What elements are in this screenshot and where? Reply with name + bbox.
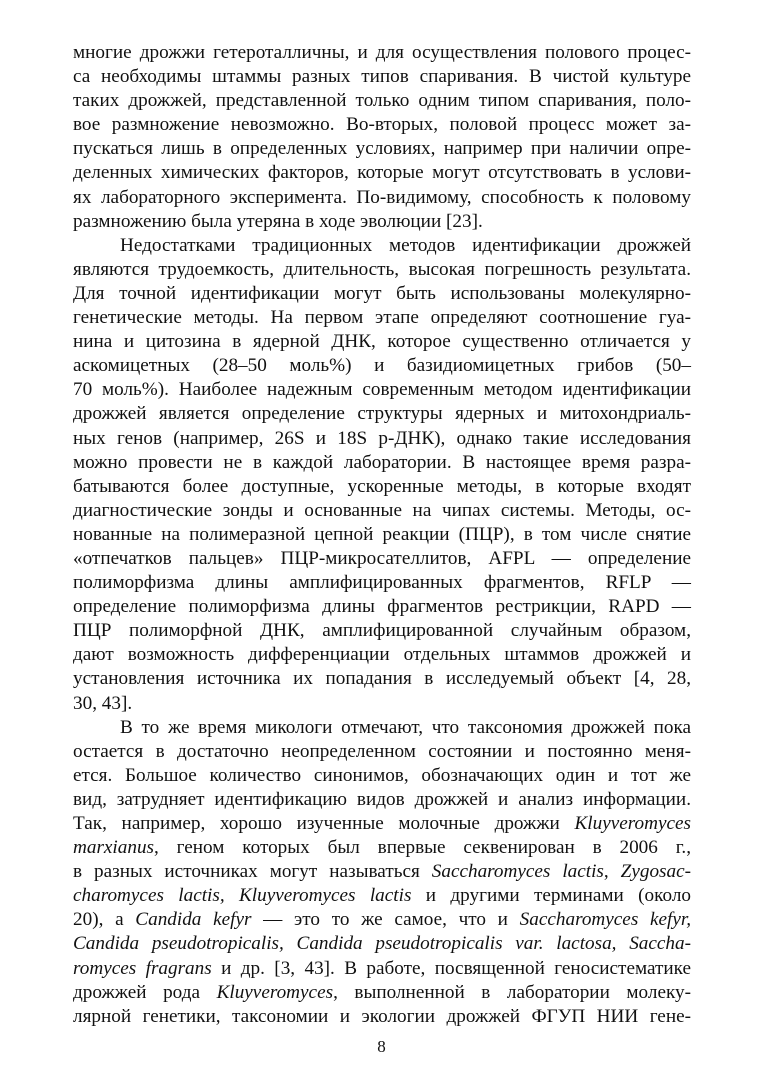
text-run: са необходимы штаммы разных типов спаривания. В чистой культуре	[73, 66, 691, 88]
text-line	[73, 41, 691, 65]
text-run: в разных источниках могут называться	[73, 861, 432, 883]
text-run: 70 моль%). Наиболее надежным современным методом идентификации	[73, 379, 691, 401]
text-run: — это то же самое, что и	[251, 909, 520, 931]
text-line	[73, 210, 691, 234]
text-run: Недостатками традиционных методов идентификации дрожжей	[120, 234, 691, 256]
text-line	[73, 740, 691, 764]
text-line	[73, 812, 691, 836]
text-run: дрожжей является определение структуры ядерных и митохондриаль-	[73, 403, 691, 425]
text-run: ется. Большое количество синонимов, обозначающих один и тот же	[73, 764, 691, 786]
text-run: полиморфизма длины амплифицированных фрагментов, RFLP —	[73, 572, 691, 594]
text-run: В то же время микологи отмечают, что таксономия дрожжей пока	[120, 716, 691, 738]
text-line	[73, 836, 691, 860]
text-run: вид, затрудняет идентификацию видов дрожжей и анализ информации.	[73, 788, 691, 810]
text-line	[73, 89, 691, 113]
text-run: многие дрожжи гетероталличны, и для осуществления полового процес-	[73, 42, 691, 63]
text-run: и другими терминами (около	[411, 885, 691, 907]
text-line	[73, 137, 691, 161]
text-line	[73, 186, 691, 210]
text-line	[73, 764, 691, 788]
page-body	[73, 41, 691, 1029]
text-line	[73, 161, 691, 185]
text-line	[73, 65, 691, 89]
text-run: «отпечатков пальцев» ПЦР-микросателлитов, AFPL — определение	[73, 547, 691, 569]
text-run: деленных химических факторов, которые могут отсутствовать в услови-	[73, 162, 691, 184]
text-run: Для точной идентификации могут быть использованы молекулярно-	[73, 282, 691, 304]
text-run: генетические методы. На первом этапе определяют соотношение гуа-	[73, 307, 691, 329]
text-run: нованные на полимеразной цепной реакции (ПЦР), в том числе снятие	[73, 523, 691, 545]
text-line	[73, 595, 691, 619]
text-line	[73, 932, 691, 956]
text-line	[73, 402, 691, 426]
text-run: пускаться лишь в определенных условиях, например при наличии опре-	[73, 138, 691, 160]
text-line	[73, 908, 691, 932]
italic-term: romyces fragrans	[73, 957, 212, 979]
text-run: 20), а	[73, 909, 136, 931]
text-line	[73, 667, 691, 691]
text-run: ПЦР полиморфной ДНК, амплифицированной случайным образом,	[73, 620, 691, 642]
text-run: батываются более доступные, ускоренные методы, в которые входят	[73, 475, 691, 497]
text-run: 30, 43].	[73, 692, 133, 714]
text-run: Так, например, хорошо изученные молочные дрожжи	[73, 813, 575, 834]
italic-term: Candida pseudotropicalis, Candida pseudotropicalis var. lactosa, Saccha-	[73, 933, 691, 955]
text-line	[73, 957, 691, 981]
text-line	[73, 234, 691, 258]
text-run: , выполненной в лаборатории молеку-	[333, 981, 692, 1003]
text-run: можно провести не в каждой лаборатории. В настоящее время разра-	[73, 451, 691, 473]
text-run: дрожжей рода	[73, 981, 217, 1003]
text-line	[73, 788, 691, 812]
text-run: лярной генетики, таксономии и экологии дрожжей ФГУП НИИ гене-	[73, 1005, 691, 1027]
text-line	[73, 884, 691, 908]
text-run: определение полиморфизма длины фрагментов рестрикции, RAPD —	[73, 596, 691, 618]
text-line	[73, 571, 691, 595]
text-line	[73, 354, 691, 378]
text-run: и др. [3, 43]. В работе, посвященной геносистематике	[211, 957, 691, 979]
text-line	[73, 981, 691, 1005]
text-line	[73, 378, 691, 402]
text-line	[73, 716, 691, 740]
italic-term: Kluyveromyces	[216, 981, 334, 1003]
text-run: диагностические зонды и основанные на чипах системы. Методы, ос-	[73, 499, 691, 521]
text-run: ных генов (например, 26S и 18S р-ДНК), однако такие исследования	[73, 427, 691, 449]
italic-term: marxianus	[73, 837, 155, 859]
text-line	[73, 692, 691, 716]
text-run: установления источника их попадания в исследуемый объект [4, 28,	[73, 668, 691, 690]
text-line	[73, 113, 691, 137]
text-line	[73, 427, 691, 451]
text-run: нина и цитозина в ядерной ДНК, которое существенно отличается у	[73, 331, 691, 353]
italic-term: Saccharomyces lactis	[431, 861, 604, 883]
text-line	[73, 475, 691, 499]
text-run: ,	[603, 861, 621, 883]
text-run: , геном которых был впервые секвенирован в 2006 г.,	[154, 837, 691, 859]
text-line	[73, 258, 691, 282]
text-line	[73, 547, 691, 571]
text-run: таких дрожжей, представленной только одним типом спаривания, поло-	[73, 90, 691, 112]
text-line	[73, 282, 691, 306]
text-line	[73, 306, 691, 330]
italic-term: Saccharomyces kefyr,	[519, 909, 692, 931]
text-run: остается в достаточно неопределенном состоянии и постоянно меня-	[73, 740, 691, 762]
text-line	[73, 330, 691, 354]
text-line	[73, 1005, 691, 1029]
italic-term: Candida kefyr	[135, 909, 252, 931]
text-line	[73, 523, 691, 547]
italic-term: Zygosac-	[620, 861, 691, 883]
text-run: аскомицетных (28–50 моль%) и базидиомицетных грибов (50–	[73, 355, 691, 377]
italic-term: Kluyveromyces	[574, 813, 691, 834]
text-line	[73, 451, 691, 475]
text-run: вое размножение невозможно. Во-вторых, половой процесс может за-	[73, 114, 691, 136]
text-run: ях лабораторного эксперимента. По-видимому, способность к половому	[73, 186, 691, 208]
text-run: являются трудоемкость, длительность, высокая погрешность результата.	[73, 258, 691, 280]
text-run: размножению была утеряна в ходе эволюции [23].	[73, 210, 483, 232]
text-run: дают возможность дифференциации отдельных штаммов дрожжей и	[73, 644, 691, 666]
text-line	[73, 499, 691, 523]
text-line	[73, 860, 691, 884]
text-line	[73, 643, 691, 667]
text-line	[73, 619, 691, 643]
italic-term: charomyces lactis, Kluyveromyces lactis	[73, 885, 412, 907]
page-number: 8	[377, 1037, 386, 1056]
